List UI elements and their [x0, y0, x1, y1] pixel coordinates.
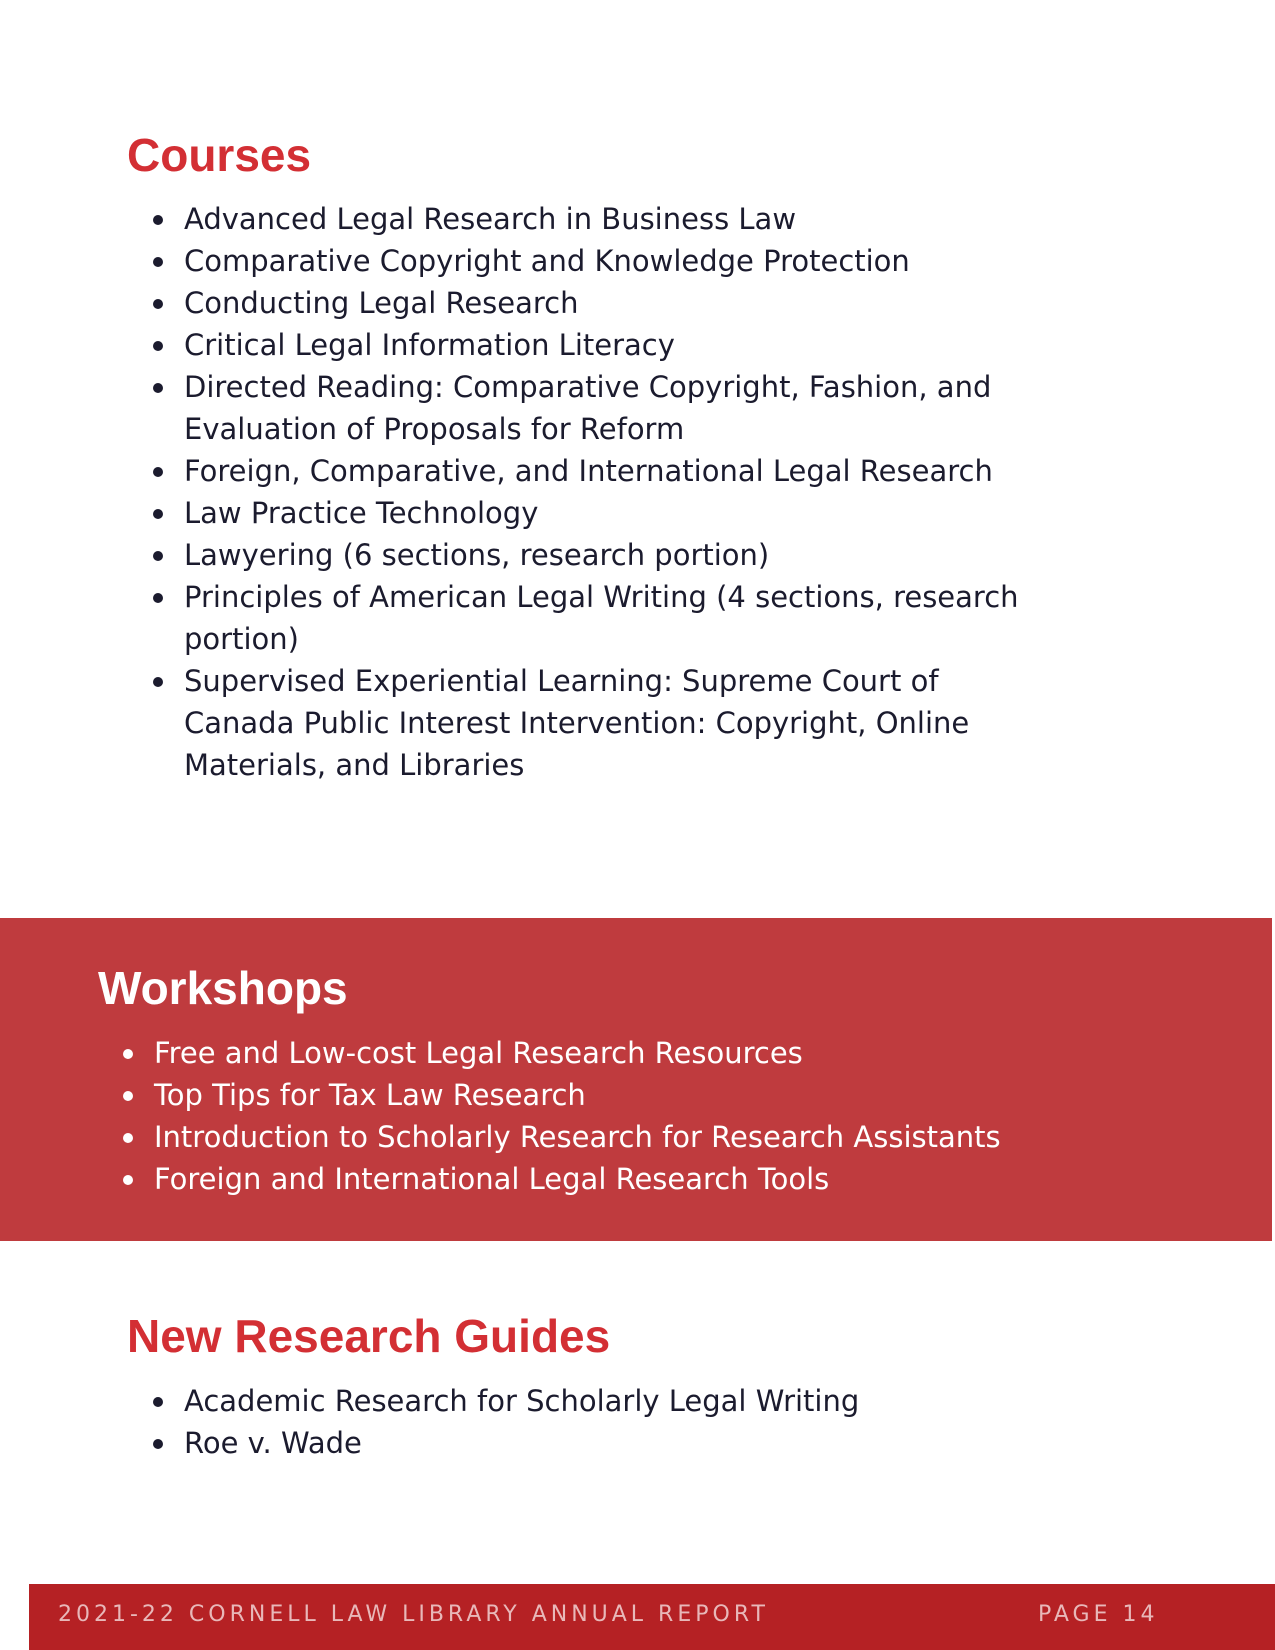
list-item: Critical Legal Information Literacy: [150, 324, 1050, 366]
footer-report-title: 2021-22 CORNELL LAW LIBRARY ANNUAL REPORT: [58, 1602, 769, 1627]
list-item: Advanced Legal Research in Business Law: [150, 198, 1050, 240]
list-item: Foreign, Comparative, and International Legal Research: [150, 450, 1050, 492]
workshops-heading: Workshops: [98, 962, 348, 1014]
workshops-list: [120, 1032, 1120, 1200]
list-item: Lawyering (6 sections, research portion): [150, 534, 1050, 576]
list-item: Academic Research for Scholarly Legal Writing: [150, 1380, 1050, 1422]
list-item: Conducting Legal Research: [150, 282, 1050, 324]
courses-list: [150, 198, 1050, 786]
list-item: Supervised Experiential Learning: Supreme Court of Canada Public Interest Intervention: Copyright, Online Materials, and Libraries: [150, 660, 1050, 786]
list-item: Foreign and International Legal Research Tools: [120, 1158, 1120, 1200]
list-item: Introduction to Scholarly Research for Research Assistants: [120, 1116, 1120, 1158]
research-guides-heading: New Research Guides: [127, 1310, 611, 1362]
list-item: Free and Low-cost Legal Research Resources: [120, 1032, 1120, 1074]
list-item: Top Tips for Tax Law Research: [120, 1074, 1120, 1116]
list-item: Law Practice Technology: [150, 492, 1050, 534]
research-guides-list: [150, 1380, 1050, 1464]
list-item: Roe v. Wade: [150, 1422, 1050, 1464]
list-item: Principles of American Legal Writing (4 sections, research portion): [150, 576, 1050, 660]
list-item: Comparative Copyright and Knowledge Protection: [150, 240, 1050, 282]
list-item: Directed Reading: Comparative Copyright, Fashion, and Evaluation of Proposals for Reform: [150, 366, 1050, 450]
footer-page-number: PAGE 14: [1038, 1602, 1159, 1627]
courses-heading: Courses: [127, 129, 312, 181]
